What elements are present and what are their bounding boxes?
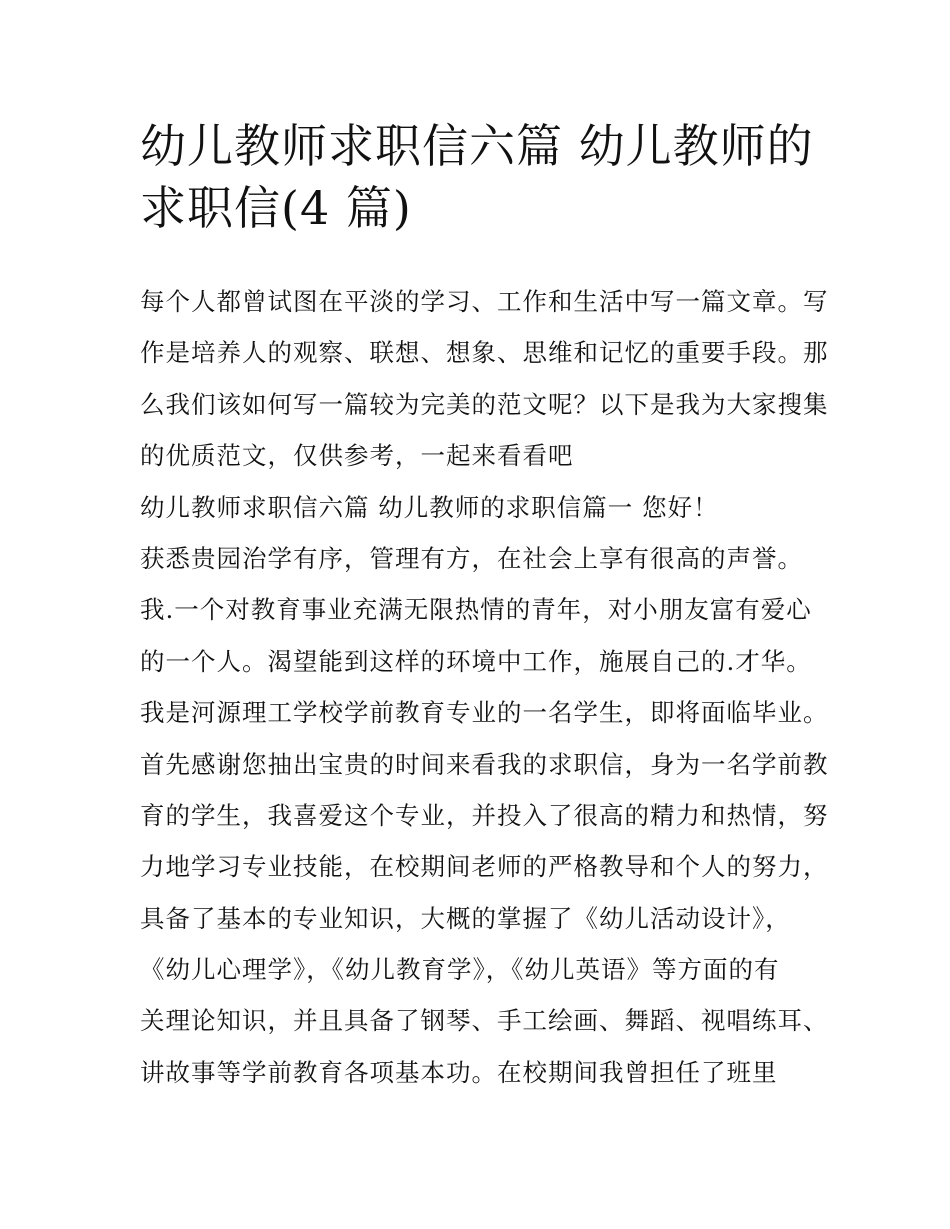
document-body <box>140 276 840 1098</box>
body-line: 我.一个对教育事业充满无限热情的青年，对小朋友富有爱心 <box>140 595 812 625</box>
body-line: 么我们该如何写一篇较为完美的范文呢？以下是我为大家搜集 <box>140 389 829 419</box>
body-line: 讲故事等学前教育各项基本功。在校期间我曾担任了班里 <box>140 1057 778 1087</box>
body-line: 育的学生，我喜爱这个专业，并投入了很高的精力和热情，努 <box>140 800 829 830</box>
body-line: 幼儿教师求职信六篇 幼儿教师的求职信篇一 您好！ <box>140 492 719 522</box>
body-line: 我是河源理工学校学前教育专业的一名学生，即将面临毕业。 <box>140 698 829 728</box>
body-line: 《幼儿心理学》，《幼儿教育学》，《幼儿英语》等方面的有 <box>140 955 780 985</box>
body-line: 关理论知识，并且具备了钢琴、手工绘画、舞蹈、视唱练耳、 <box>140 1006 829 1036</box>
document-title: 幼儿教师求职信六篇 幼儿教师的求职信(4 篇) <box>140 119 814 235</box>
body-line: 获悉贵园治学有序，管理有方，在社会上享有很高的声誉。 <box>140 543 803 573</box>
body-line: 每个人都曾试图在平淡的学习、工作和生活中写一篇文章。写 <box>140 287 829 316</box>
body-line: 作是培养人的观察、联想、想象、思维和记忆的重要手段。那 <box>140 338 829 368</box>
body-line: 的一个人。渴望能到这样的环境中工作，施展自己的.才华。 <box>140 646 812 676</box>
body-line: 力地学习专业技能，在校期间老师的严格教导和个人的努力， <box>140 852 829 882</box>
body-line: 具备了基本的专业知识，大概的掌握了《幼儿活动设计》， <box>140 903 791 933</box>
body-line: 首先感谢您抽出宝贵的时间来看我的求职信，身为一名学前教 <box>140 749 829 779</box>
body-line: 的优质范文，仅供参考，一起来看看吧 <box>140 441 574 471</box>
